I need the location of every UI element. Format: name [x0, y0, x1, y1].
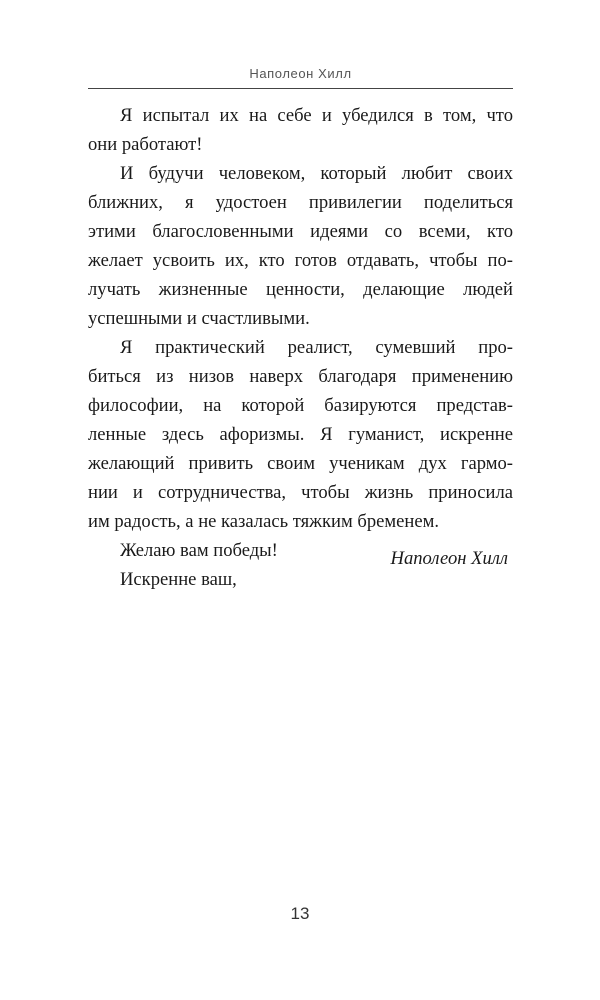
text-line: философии, на которой базируются представ- — [88, 395, 513, 416]
text-line: ленные здесь афоризмы. Я гуманист, искренне — [88, 424, 513, 445]
body-text — [88, 101, 513, 594]
signature: Наполеон Хилл — [390, 548, 508, 569]
text-line: успешными и счастливыми. — [88, 308, 310, 329]
text-line: нии и сотрудничества, чтобы жизнь приносила — [88, 482, 513, 503]
text-line: желающий привить своим ученикам дух гармо- — [88, 453, 513, 474]
running-header: Наполеон Хилл — [249, 66, 352, 81]
text-line: Я практический реалист, сумевший про- — [120, 337, 513, 358]
text-line: желает усвоить их, кто готов отдавать, чтобы по- — [88, 250, 513, 271]
text-line: лучать жизненные ценности, делающие людей — [88, 279, 513, 300]
text-line: Желаю вам победы! — [120, 540, 278, 561]
paragraph-3 — [88, 333, 513, 536]
paragraph-2 — [88, 159, 513, 333]
text-line: И будучи человеком, который любит своих — [120, 163, 513, 184]
text-line: ближних, я удостоен привилегии поделиться — [88, 192, 513, 213]
page-number: 13 — [290, 904, 310, 923]
text-line: Я испытал их на себе и убедился в том, что — [120, 105, 513, 126]
text-line: они работают! — [88, 134, 203, 155]
text-line: Искренне ваш, — [120, 569, 237, 590]
text-line: биться из низов наверх благодаря применению — [88, 366, 513, 387]
text-line: этими благословенными идеями со всеми, кто — [88, 221, 513, 242]
text-line: им радость, а не казалась тяжким бременем. — [88, 511, 440, 532]
header-rule — [88, 88, 513, 89]
paragraph-1 — [88, 101, 513, 159]
